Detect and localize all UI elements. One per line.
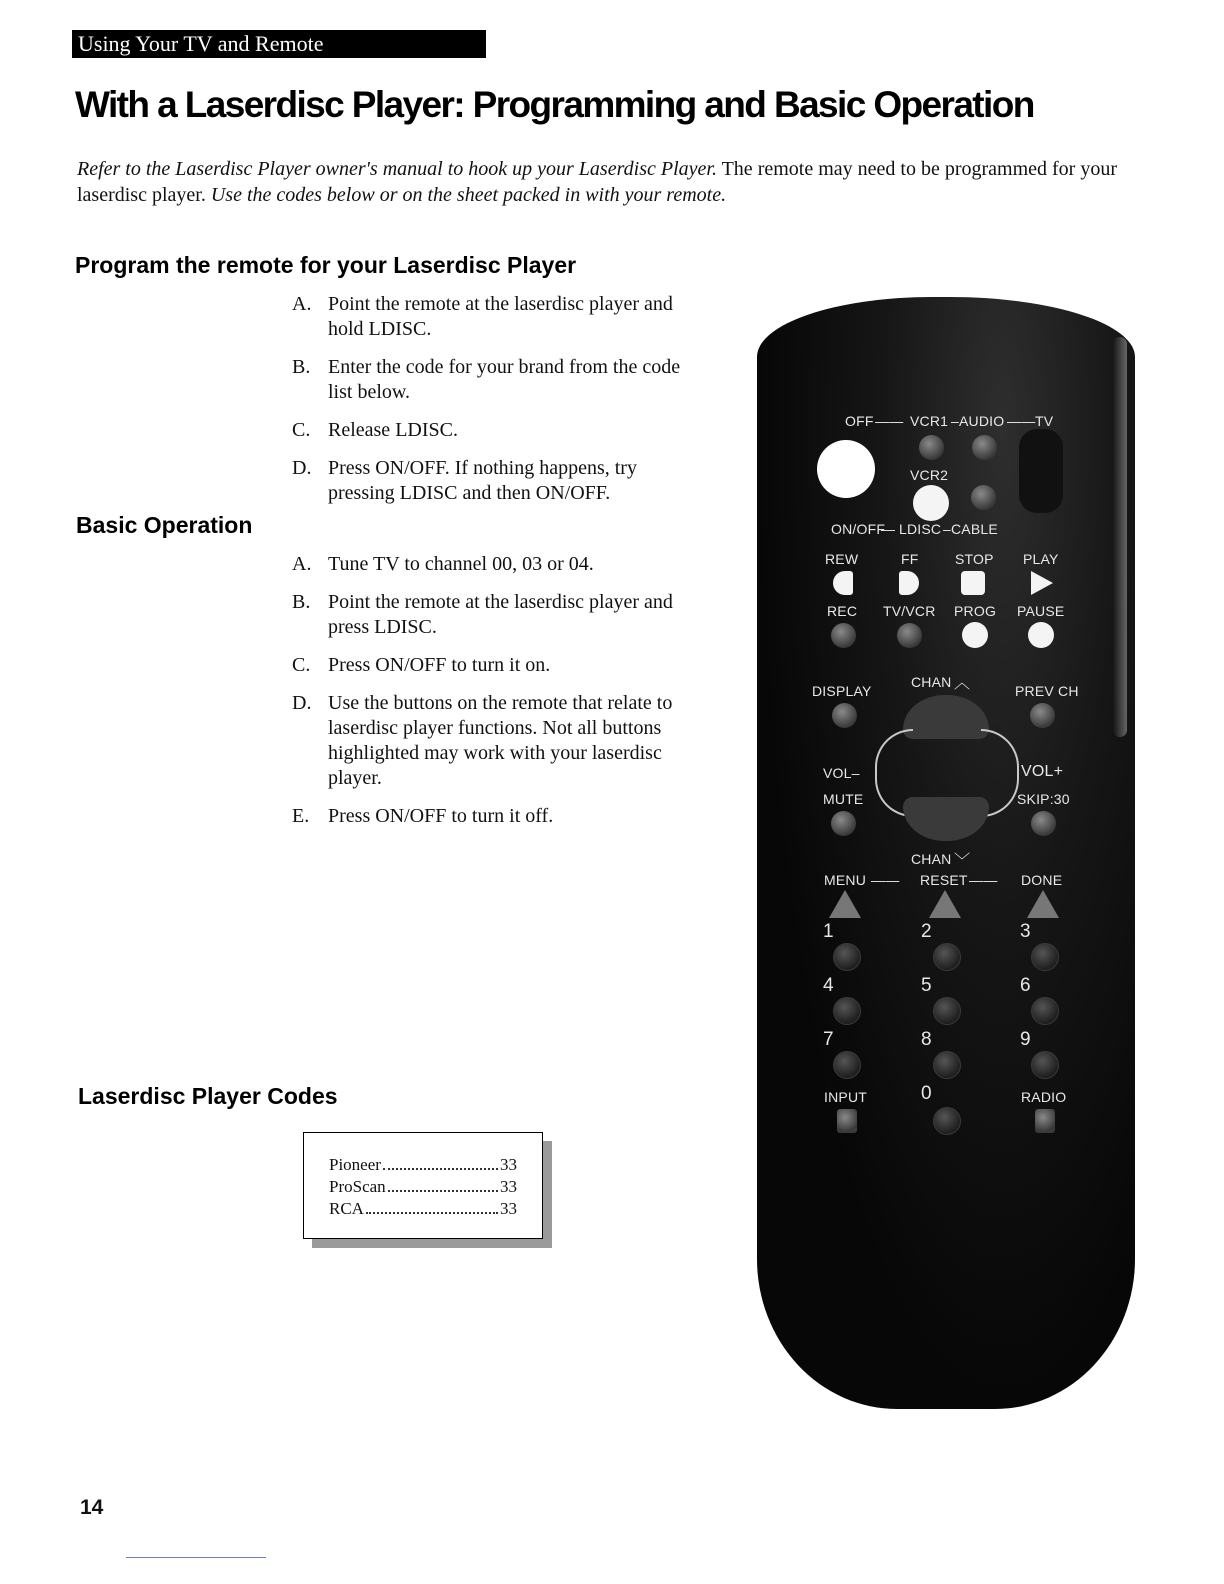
code-value: 33 <box>500 1155 517 1174</box>
step-letter: B. <box>292 356 311 378</box>
remote-label-mute: MUTE <box>823 791 864 807</box>
remote-digit-button <box>1031 997 1059 1025</box>
remote-done-button <box>1027 890 1059 918</box>
remote-label-vol-plus: VOL+ <box>1021 763 1064 780</box>
remote-label-menu: MENU <box>824 872 867 888</box>
program-step <box>292 456 702 506</box>
remote-label-chan-down: CHAN <box>911 851 952 867</box>
step-letter: A. <box>292 293 312 315</box>
step-text: Release LDISC. <box>328 419 458 441</box>
program-step <box>292 418 702 443</box>
remote-label-zero: 0 <box>921 1083 932 1104</box>
remote-label-tv: TV <box>1035 413 1054 429</box>
basic-step <box>292 653 702 678</box>
remote-digit-button <box>933 1051 961 1079</box>
basic-step <box>292 590 702 640</box>
remote-label-rew: REW <box>825 551 859 567</box>
step-text: Press ON/OFF to turn it off. <box>328 805 554 827</box>
remote-digit-button <box>1031 1051 1059 1079</box>
remote-label-digit: 9 <box>1020 1029 1031 1050</box>
remote-label-digit: 7 <box>823 1029 834 1050</box>
remote-zero-button <box>933 1107 961 1135</box>
code-row <box>329 1154 517 1176</box>
step-text: Tune TV to channel 00, 03 or 04. <box>328 553 594 575</box>
remote-label-digit: 5 <box>921 975 932 996</box>
remote-digit-button <box>933 943 961 971</box>
remote-label-play: PLAY <box>1023 551 1059 567</box>
codes-heading: Laserdisc Player Codes <box>78 1083 338 1109</box>
codes-table <box>303 1132 543 1239</box>
step-text: Enter the code for your brand from the code list below. <box>328 356 681 403</box>
remote-play-button <box>1031 571 1053 595</box>
remote-label-display: DISPLAY <box>812 683 872 699</box>
step-letter: C. <box>292 419 311 441</box>
step-text: Point the remote at the laserdisc player and hold LDISC. <box>328 293 673 340</box>
remote-vcr1-button <box>919 435 944 460</box>
remote-prevch-button <box>1030 703 1055 728</box>
remote-menu-button <box>829 890 861 918</box>
remote-label-vol-minus: VOL– <box>823 765 860 781</box>
remote-label-pause: PAUSE <box>1017 603 1065 619</box>
basic-step <box>292 691 702 791</box>
program-step <box>292 292 702 342</box>
remote-label-rec: REC <box>827 603 858 619</box>
remote-stop-button <box>961 571 985 595</box>
remote-label-prevch: PREV CH <box>1015 683 1079 699</box>
remote-label-audio: AUDIO <box>959 413 1005 429</box>
basic-operation-heading: Basic Operation <box>76 512 253 538</box>
remote-digit-button <box>833 943 861 971</box>
remote-digit-button <box>1031 943 1059 971</box>
remote-skip-button <box>1031 811 1056 836</box>
remote-label-reset: RESET <box>920 872 968 888</box>
remote-reset-button <box>929 890 961 918</box>
step-letter: B. <box>292 591 311 613</box>
code-row <box>329 1176 517 1198</box>
remote-tvvcr-button <box>897 623 922 648</box>
remote-label-cable: CABLE <box>951 521 998 537</box>
remote-label-radio: RADIO <box>1021 1089 1067 1105</box>
step-letter: D. <box>292 692 312 714</box>
basic-step <box>292 804 702 829</box>
remote-input-button <box>837 1109 857 1133</box>
remote-label-onoff: ON/OFF <box>831 521 886 537</box>
remote-cable-button <box>971 485 996 510</box>
intro-text: The remote may need to be programmed for your laserdisc player. <box>77 158 1118 206</box>
step-text: Press ON/OFF. If nothing happens, try pressing LDISC and then ON/OFF. <box>328 457 637 504</box>
code-value: 33 <box>500 1177 517 1196</box>
remote-label-chan-up: CHAN <box>911 674 952 690</box>
remote-rec-button <box>831 623 856 648</box>
remote-label-digit: 8 <box>921 1029 932 1050</box>
remote-chan-down-button <box>903 797 989 841</box>
code-brand: Pioneer <box>329 1155 381 1174</box>
remote-label-input: INPUT <box>824 1089 867 1105</box>
step-letter: C. <box>292 654 311 676</box>
remote-tv-button <box>1019 429 1063 513</box>
remote-prog-button <box>962 622 988 648</box>
page-title: With a Laserdisc Player: Programming and Basic Operation <box>75 84 1034 125</box>
code-brand: RCA <box>329 1199 364 1218</box>
remote-label-digit: 1 <box>823 921 834 942</box>
step-letter: D. <box>292 457 312 479</box>
section-label: Using Your TV and Remote <box>78 31 324 56</box>
step-text: Point the remote at the laserdisc player and press LDISC. <box>328 591 673 638</box>
remote-chan-down-icon: ﹀ <box>954 853 971 870</box>
remote-chan-up-icon: ︿ <box>954 675 971 692</box>
remote-ldisc-button <box>913 485 949 521</box>
program-step <box>292 355 702 405</box>
section-header-bar <box>72 30 486 58</box>
step-text: Use the buttons on the remote that relate to laserdisc player functions. Not all buttons highlighted may work with your laserdisc player. <box>328 692 673 789</box>
program-steps <box>292 292 702 519</box>
step-letter: A. <box>292 553 312 575</box>
remote-audio-button <box>972 435 997 460</box>
remote-chan-up-button <box>903 695 989 739</box>
intro-text-italic-1: Refer to the Laserdisc Player owner's manual to hook up your Laserdisc Player. <box>77 158 717 180</box>
page-number: 14 <box>80 1496 104 1519</box>
code-brand: ProScan <box>329 1177 386 1196</box>
program-heading: Program the remote for your Laserdisc Player <box>75 252 577 278</box>
remote-radio-button <box>1035 1109 1055 1133</box>
remote-label-vcr1: VCR1 <box>910 413 949 429</box>
remote-ff-button <box>899 571 919 595</box>
code-value: 33 <box>500 1199 517 1218</box>
remote-pause-button <box>1028 622 1054 648</box>
remote-illustration: OFF —— VCR1 – AUDIO —— TV VCR2 ON/OFF — LDISC – CABLE REW FF STOP PLAY REC TV/VCR PROG PAUSE DISPLAY CHAN ︿ PREV CH VOL– VOL+ MUTE SKIP:30 CHAN ﹀ MENU —— RESET —— DONE 1 2 3 4 5 6 7 8 9 INPUT 0 RADIO <box>757 297 1135 1409</box>
remote-digit-button <box>833 997 861 1025</box>
remote-label-prog: PROG <box>954 603 997 619</box>
remote-label-ff: FF <box>901 551 919 567</box>
remote-mute-button <box>831 811 856 836</box>
basic-step <box>292 552 702 577</box>
remote-label-vcr2: VCR2 <box>910 467 949 483</box>
step-letter: E. <box>292 805 310 827</box>
basic-steps <box>292 552 702 842</box>
footer-rule <box>126 1557 266 1558</box>
remote-label-digit: 4 <box>823 975 834 996</box>
remote-label-ldisc: LDISC <box>899 521 942 537</box>
remote-label-digit: 6 <box>1020 975 1031 996</box>
remote-label-stop: STOP <box>955 551 994 567</box>
remote-digit-button <box>833 1051 861 1079</box>
remote-label-skip: SKIP:30 <box>1017 791 1070 807</box>
remote-label-done: DONE <box>1021 872 1063 888</box>
step-text: Press ON/OFF to turn it on. <box>328 654 551 676</box>
remote-label-digit: 3 <box>1020 921 1031 942</box>
intro-paragraph <box>77 156 1137 208</box>
remote-label-off: OFF <box>845 413 874 429</box>
code-row <box>329 1198 517 1220</box>
remote-label-tvvcr: TV/VCR <box>883 603 936 619</box>
remote-display-button <box>832 703 857 728</box>
remote-digit-button <box>933 997 961 1025</box>
intro-text-italic-2: Use the codes below or on the sheet packed in with your remote. <box>210 184 727 206</box>
remote-rew-button <box>833 571 853 595</box>
remote-label-digit: 2 <box>921 921 932 942</box>
remote-onoff-button <box>817 440 875 498</box>
